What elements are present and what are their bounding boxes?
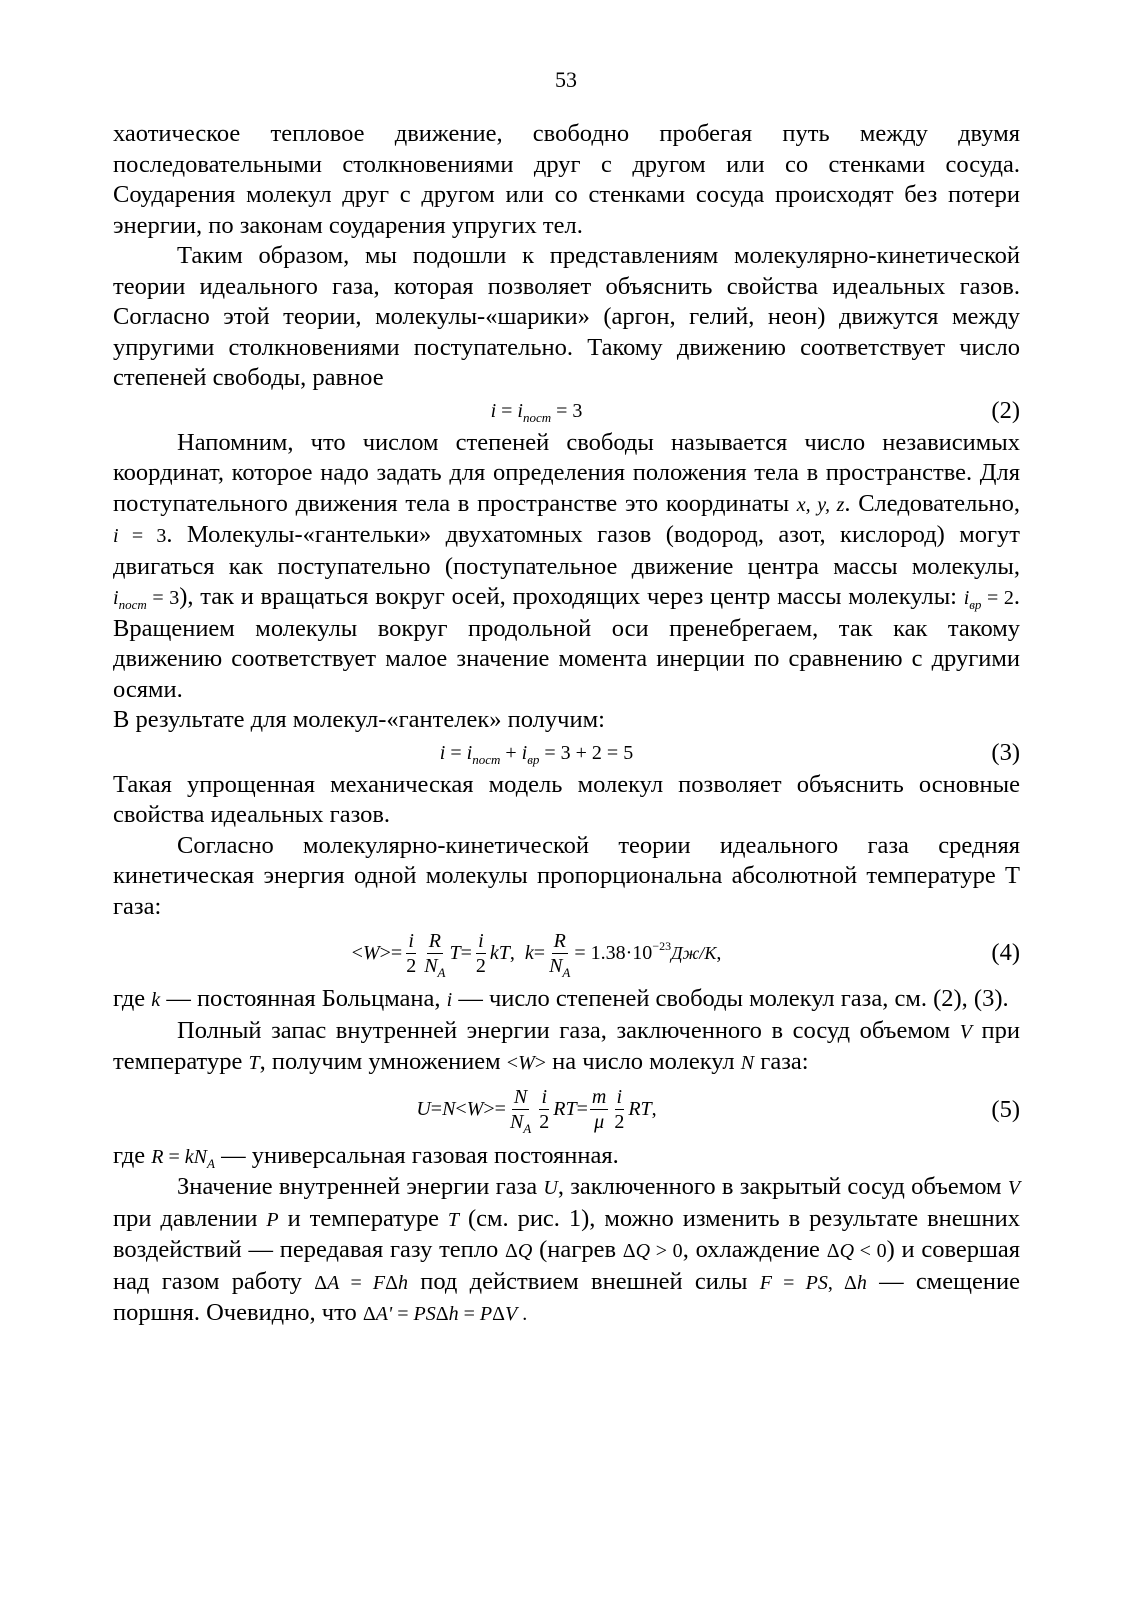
equation-3 [113,736,1020,770]
paragraph-7: где k — постоянная Больцмана, i — число степеней свободы молекул газа, см. (2), (3). [113,985,1009,1012]
equation-2-body: $i = i_{пост} = 3$ [490,399,583,425]
paragraph-5: Такая упрощенная механическая модель молекул позволяет объяснить основные свойства идеальных газов. [113,770,1020,828]
equation-4-body: < W >= $\frac{i}{2}$ $\frac{R}{N_A}$ T = $\frac{i}{2}$ kT , k = $\frac{R}{N_A}$ = $1.38\cdot 10^{-23}$ Дж/K , [351,929,722,980]
equation-number-3: (3) [991,738,1020,766]
equation-number-5: (5) [991,1095,1020,1123]
equation-number-4: (4) [991,939,1020,966]
paragraph-4: В результате для молекул-«гантелек» получим: [113,706,605,733]
text-column [113,119,1020,1330]
page-number: 53 [555,67,577,92]
paragraph-6: Согласно молекулярно-кинетической теории идеального газа средняя кинетическая энергия одной молекулы пропорциональна абсолютной температуре Т газа: [113,831,1020,920]
equation-number-2: (2) [991,396,1020,424]
paragraph-3: Напомним, что числом степеней свободы называется число независимых координат, которое надо задать для определения положения тела в пространстве. Для поступательного движения тела в пространстве это координаты x, y, z. Следовательно, i = 3. Молекулы-«гантельки» двухатомных газов (водород, азот, кислород) могут двигаться как поступательно (поступательное движение центра массы молекулы, $i_{пост} = 3$), так и вращаться вокруг осей, проходящих через центр массы молекулы: $i_{вр} = 2$. Вращением молекулы вокруг продольной оси пренебрегаем, так как такому движению соответствует малое значение момента инерции по сравнению с другими осями. [113,428,1020,703]
equation-3-body: $i = i_{пост} + i_{вр} = 3 + 2 = 5$ [439,741,634,767]
paragraph-10: Значение внутренней энергии газа U, заключенного в закрытый сосуд объемом V при давлении P и температуре T (см. рис. 1), можно изменить в результате внешних воздействий — передавая газу тепло ΔQ (нагрев ΔQ > 0, охлаждение ΔQ < 0) и совершая над газом работу ΔA = FΔh под действием внешней силы F = PS, Δh — смещение поршня. Очевидно, что ΔA' = PSΔh = PΔV . [113,1173,1021,1326]
paragraph-8: Полный запас внутренней энергии газа, заключенного в сосуд объемом V при температуре T, получим умножением <W> на число молекул N газа: [113,1016,1020,1075]
equation-2 [113,394,1020,428]
paragraph-2: Таким образом, мы подошли к представлениям молекулярно-кинетической теории идеального газа, которая позволяет объяснить свойства идеальных газов. Согласно этой теории, молекулы-«шарики» (аргон, гелий, неон) движутся между упругими столкновениями поступательно. Такому движению соответствует число степеней свободы, равное [113,242,1020,391]
paragraph-9: где $R = kN_A$ — универсальная газовая постоянная. [113,1141,619,1171]
equation-4 [113,922,1020,984]
equation-5 [113,1079,1020,1141]
paragraph-1: хаотическое тепловое движение, свободно пробегая путь между двумя последовательными столкновениями друг с другом или со стенками сосуда. Соударения молекул друг с другом или со стенками сосуда происходят без потери энергии, по законам соударения упругих тел. [113,120,1020,239]
equation-5-body: U = N < W >= $\frac{N}{N_A}$ $\frac{i}{2}$ RT = $\frac{m}{\mu}$ $\frac{i}{2}$ RT , [416,1086,657,1136]
